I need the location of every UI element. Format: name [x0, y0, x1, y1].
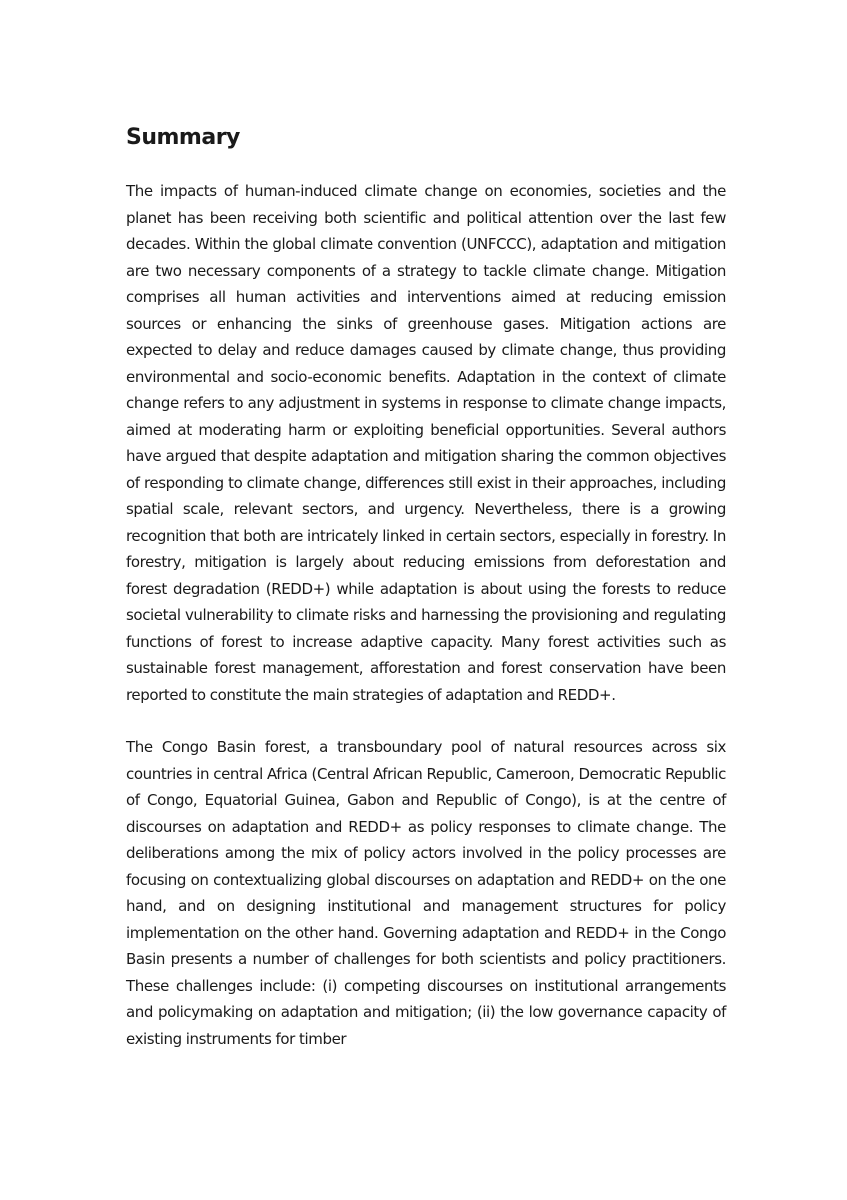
page-title: Summary	[126, 125, 240, 150]
page-content	[126, 122, 726, 1078]
summary-paragraph-2: The Congo Basin forest, a transboundary pool of natural resources across six countries in central Africa (Central African Republic, Cameroon, Democratic Republic of Congo, Equatorial Guinea, Gabon and Republic of Congo), is at the centre of discourses on adaptation and REDD+ as policy responses to climate change. The deliberations among the mix of policy actors involved in the policy processes are focusing on contextualizing global discourses on adaptation and REDD+ on the one hand, and on designing institutional and management structures for policy implementation on the other hand. Governing adaptation and REDD+ in the Congo Basin presents a number of challenges for both scientists and policy practitioners. These challenges include: (i) competing discourses on institutional arrangements and policymaking on adaptation and mitigation; (ii) the low governance capacity of existing instruments for timber	[126, 738, 726, 1048]
summary-paragraph-1: The impacts of human-induced climate change on economies, societies and the planet has been receiving both scientific and political attention over the last few decades. Within the global climate convention (UNFCCC), adaptation and mitigation are two necessary components of a strategy to tackle climate change. Mitigation comprises all human activities and interventions aimed at reducing emission sources or enhancing the sinks of greenhouse gases. Mitigation actions are expected to delay and reduce damages caused by climate change, thus providing environmental and socio-economic benefits. Adaptation in the context of climate change refers to any adjustment in systems in response to climate change impacts, aimed at moderating harm or exploiting beneficial opportunities. Several authors have argued that despite adaptation and mitigation sharing the common objectives of responding to climate change, differences still exist in their approaches, including spatial scale, relevant sectors, and urgency. Nevertheless, there is a growing recognition that both are intricately linked in certain sectors, especially in forestry. In forestry, mitigation is largely about reducing emissions from deforestation and forest degradation (REDD+) while adaptation is about using the forests to reduce societal vulnerability to climate risks and harnessing the provisioning and regulating functions of forest to increase adaptive capacity. Many forest activities such as sustainable forest management, afforestation and forest conservation have been reported to constitute the main strategies of adaptation and REDD+.	[126, 182, 726, 704]
